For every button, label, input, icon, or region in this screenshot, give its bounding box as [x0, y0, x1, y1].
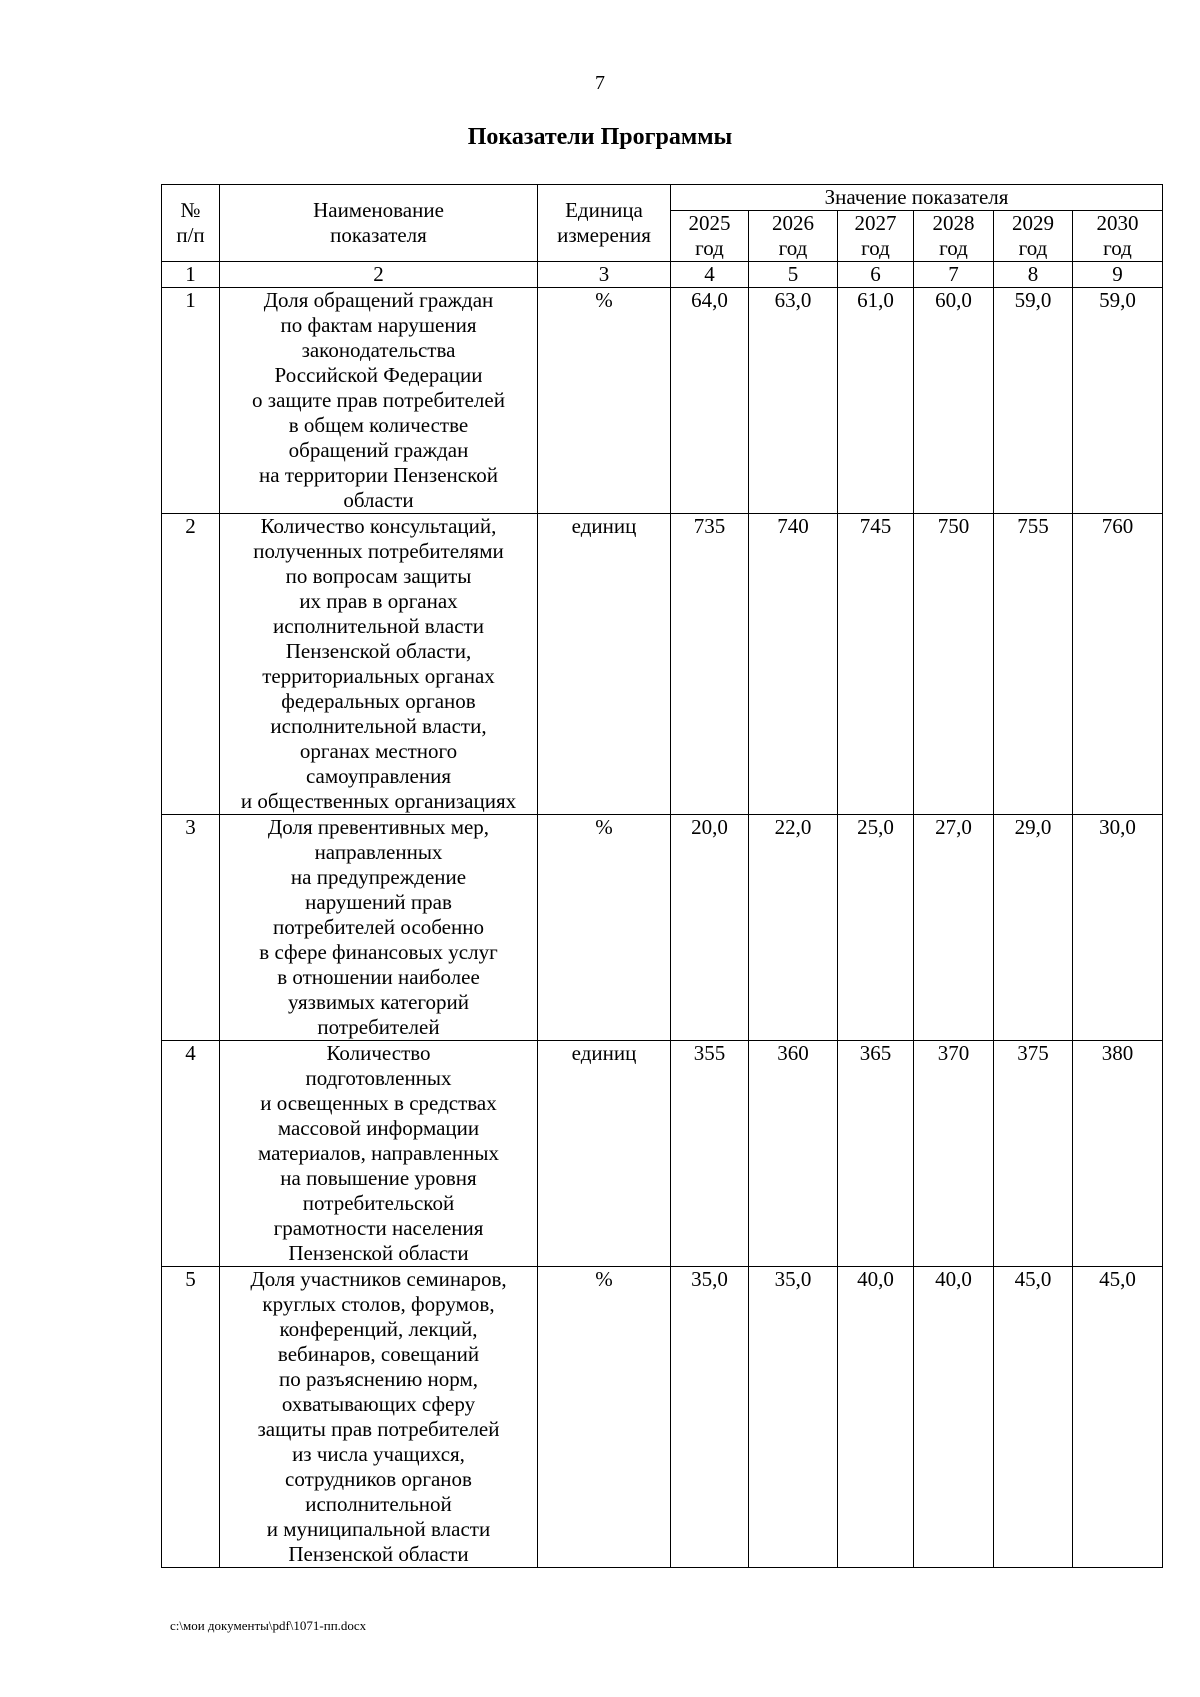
column-number: 8 — [994, 262, 1073, 288]
value-2029: 59,0 — [994, 288, 1073, 514]
value-2025: 64,0 — [671, 288, 749, 514]
column-numbers-row — [162, 262, 1163, 288]
value-2025: 735 — [671, 514, 749, 815]
value-2028: 750 — [914, 514, 994, 815]
value-2029: 45,0 — [994, 1267, 1073, 1568]
value-2025: 35,0 — [671, 1267, 749, 1568]
value-2030: 45,0 — [1073, 1267, 1163, 1568]
row-number: 2 — [162, 514, 220, 815]
value-2027: 745 — [838, 514, 914, 815]
indicator-unit: единиц — [538, 514, 671, 815]
page-number: 7 — [595, 72, 605, 94]
value-2030: 30,0 — [1073, 815, 1163, 1041]
indicators-table — [161, 184, 1163, 1568]
column-number: 7 — [914, 262, 994, 288]
value-2026: 35,0 — [749, 1267, 838, 1568]
table-row — [162, 1041, 1163, 1267]
column-number: 6 — [838, 262, 914, 288]
value-2029: 755 — [994, 514, 1073, 815]
table-row — [162, 815, 1163, 1041]
value-2025: 355 — [671, 1041, 749, 1267]
value-2030: 380 — [1073, 1041, 1163, 1267]
indicator-name: Доля превентивных мер, направленных на предупреждение нарушений прав потребителей особенно в сфере финансовых услуг в отношении наиболее уязвимых категорий потребителей — [220, 815, 538, 1041]
indicator-unit: единиц — [538, 1041, 671, 1267]
indicator-name: Доля участников семинаров, круглых столов, форумов, конференций, лекций, вебинаров, совещаний по разъяснению норм, охватывающих сферу защиты прав потребителей из числа учащихся, сотрудников органов исполнительной и муниципальной власти Пензенской области — [220, 1267, 538, 1568]
row-number: 3 — [162, 815, 220, 1041]
header-unit: Единица измерения — [538, 185, 671, 262]
column-number: 3 — [538, 262, 671, 288]
document-title: Показатели Программы — [467, 124, 733, 150]
table-row — [162, 514, 1163, 815]
value-2027: 61,0 — [838, 288, 914, 514]
value-2030: 59,0 — [1073, 288, 1163, 514]
indicator-unit: % — [538, 1267, 671, 1568]
header-year: 2030 год — [1073, 211, 1163, 262]
indicator-unit: % — [538, 815, 671, 1041]
value-2030: 760 — [1073, 514, 1163, 815]
value-2028: 370 — [914, 1041, 994, 1267]
indicator-name: Количество консультаций, полученных потребителями по вопросам защиты их прав в органах исполнительной власти Пензенской области, территориальных органах федеральных органов исполнительной власти, органах местного самоуправления и общественных организациях — [220, 514, 538, 815]
indicator-name: Количество подготовленных и освещенных в средствах массовой информации материалов, направленных на повышение уровня потребительской грамотности населения Пензенской области — [220, 1041, 538, 1267]
value-2026: 740 — [749, 514, 838, 815]
value-2026: 360 — [749, 1041, 838, 1267]
header-year: 2029 год — [994, 211, 1073, 262]
value-2026: 22,0 — [749, 815, 838, 1041]
indicator-name: Доля обращений граждан по фактам нарушения законодательства Российской Федерации о защите прав потребителей в общем количестве обращений граждан на территории Пензенской области — [220, 288, 538, 514]
table-row — [162, 288, 1163, 514]
value-2026: 63,0 — [749, 288, 838, 514]
header-value-group: Значение показателя — [671, 185, 1163, 211]
value-2029: 375 — [994, 1041, 1073, 1267]
file-path-footer: c:\мои документы\pdf\1071-пп.docx — [170, 1618, 367, 1633]
table-row — [162, 1267, 1163, 1568]
indicator-unit: % — [538, 288, 671, 514]
value-2028: 40,0 — [914, 1267, 994, 1568]
header-name: Наименование показателя — [220, 185, 538, 262]
column-number: 5 — [749, 262, 838, 288]
column-number: 2 — [220, 262, 538, 288]
row-number: 4 — [162, 1041, 220, 1267]
column-number: 4 — [671, 262, 749, 288]
value-2027: 365 — [838, 1041, 914, 1267]
value-2025: 20,0 — [671, 815, 749, 1041]
header-num: № п/п — [162, 185, 220, 262]
header-year: 2028 год — [914, 211, 994, 262]
value-2027: 40,0 — [838, 1267, 914, 1568]
column-number: 9 — [1073, 262, 1163, 288]
value-2028: 60,0 — [914, 288, 994, 514]
value-2027: 25,0 — [838, 815, 914, 1041]
header-year: 2027 год — [838, 211, 914, 262]
header-year: 2026 год — [749, 211, 838, 262]
value-2029: 29,0 — [994, 815, 1073, 1041]
column-number: 1 — [162, 262, 220, 288]
value-2028: 27,0 — [914, 815, 994, 1041]
row-number: 1 — [162, 288, 220, 514]
header-year: 2025 год — [671, 211, 749, 262]
row-number: 5 — [162, 1267, 220, 1568]
